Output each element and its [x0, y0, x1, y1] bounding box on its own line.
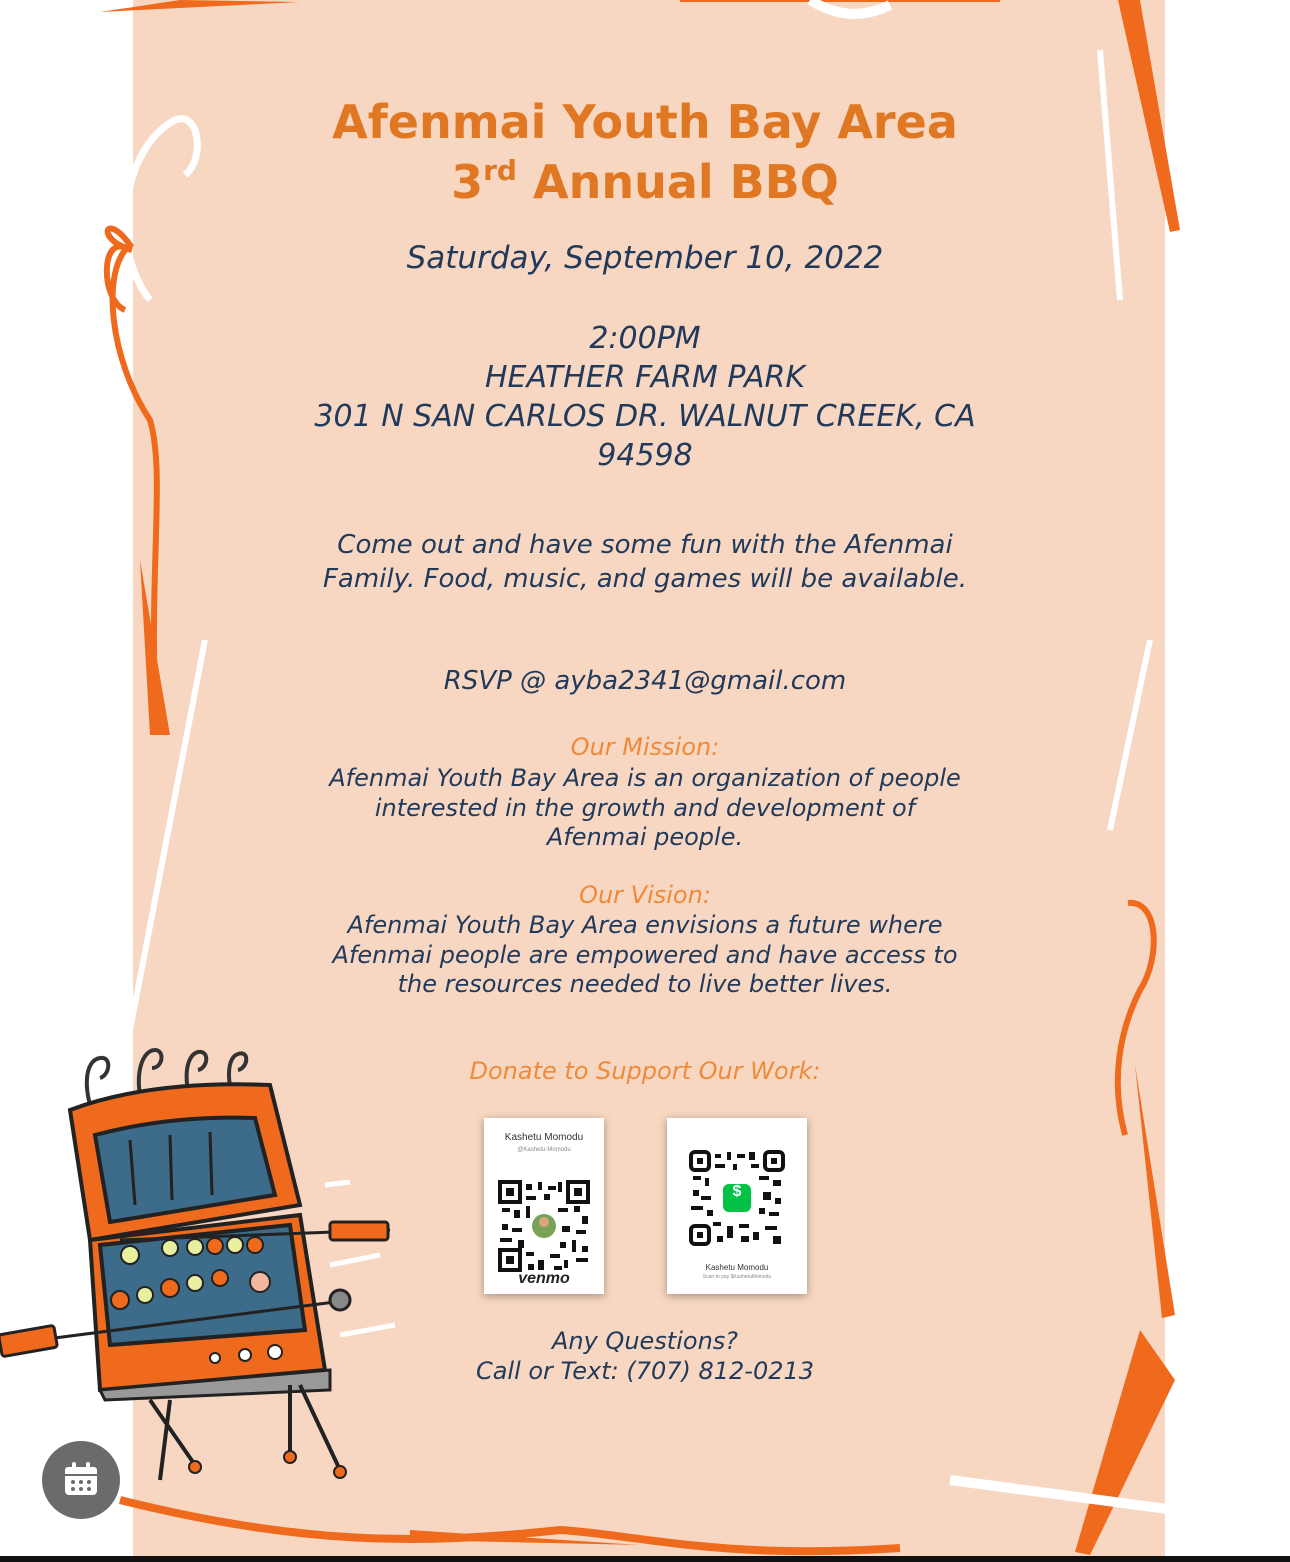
- mission-heading: Our Mission:: [570, 733, 720, 761]
- vision-heading: Our Vision:: [579, 881, 711, 909]
- venmo-qr-code: [498, 1180, 590, 1272]
- mission-text: Afenmai Youth Bay Area is an organization of people interested in the growth and development of Afenmai people.: [329, 764, 961, 851]
- venmo-handle: @Kashetu-Momodu: [517, 1147, 571, 1153]
- cashapp-name: Kashetu Momodu: [705, 1263, 769, 1272]
- event-venue: HEATHER FARM PARK: [485, 360, 805, 395]
- venmo-logo: venmo: [518, 1270, 570, 1287]
- title-superscript: rd: [483, 154, 517, 187]
- cashapp-logo: $: [732, 1183, 742, 1200]
- title-rest: Annual BBQ: [516, 155, 839, 209]
- event-date: Saturday, September 10, 2022: [406, 240, 884, 276]
- event-address-line-2: 94598: [597, 438, 693, 473]
- title-number: 3: [451, 155, 484, 209]
- questions-label: Any Questions?: [551, 1327, 739, 1355]
- donate-heading: Donate to Support Our Work:: [469, 1057, 821, 1085]
- event-title: [300, 92, 990, 212]
- cashapp-qr-card[interactable]: [667, 1118, 807, 1294]
- calendar-icon: [63, 1461, 99, 1497]
- venmo-qr-card[interactable]: [484, 1118, 604, 1294]
- event-address-line-1: 301 N SAN CARLOS DR. WALNUT CREEK, CA: [314, 399, 976, 434]
- event-time: 2:00PM: [589, 321, 701, 356]
- vision-text: Afenmai Youth Bay Area envisions a future where Afenmai people are empowered and have access to the resources needed to live better lives.: [332, 911, 958, 998]
- invite-text: Come out and have some fun with the Afenmai Family. Food, music, and games will be available.: [322, 530, 968, 594]
- event-location-block: [300, 319, 990, 475]
- title-line-1: Afenmai Youth Bay Area: [332, 95, 958, 149]
- venmo-name: Kashetu Momodu: [504, 1132, 584, 1143]
- contact-phone[interactable]: Call or Text: (707) 812-0213: [475, 1357, 815, 1385]
- cashapp-caption: Scan to pay $KashetuMomodu: [702, 1274, 772, 1280]
- calendar-button[interactable]: [42, 1441, 120, 1519]
- rsvp-email[interactable]: RSVP @ ayba2341@gmail.com: [443, 666, 847, 696]
- title-line-2: [300, 152, 990, 212]
- contact-block: [300, 1326, 990, 1386]
